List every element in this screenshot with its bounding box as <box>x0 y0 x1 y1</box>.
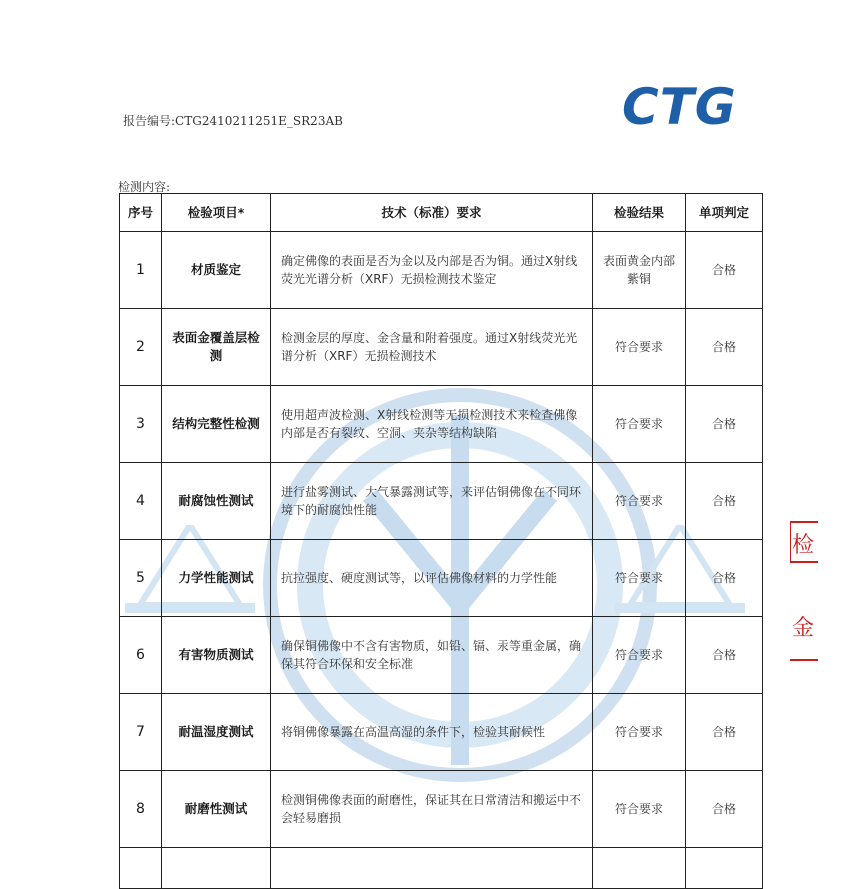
col-header-item: 检验项目* <box>162 194 271 232</box>
cell-requirement: 检测铜佛像表面的耐磨性，保证其在日常清洁和搬运中不会轻易磨损 <box>271 771 593 848</box>
col-header-result: 检验结果 <box>593 194 686 232</box>
cell-result: 符合要求 <box>593 771 686 848</box>
stamp-char-1: 检 <box>792 533 815 558</box>
cell-result: 符合要求 <box>593 309 686 386</box>
col-header-judgement: 单项判定 <box>686 194 763 232</box>
table-row <box>120 463 763 540</box>
cell-no: 5 <box>120 540 162 617</box>
cell-result: 符合要求 <box>593 386 686 463</box>
cell-no: 6 <box>120 617 162 694</box>
cell-requirement: 进行盐雾测试、大气暴露测试等，来评估铜佛像在不同环境下的耐腐蚀性能 <box>271 463 593 540</box>
cell-judgement: 合格 <box>686 386 763 463</box>
table-row <box>120 617 763 694</box>
cell-judgement: 合格 <box>686 771 763 848</box>
table-row <box>120 309 763 386</box>
cell-result: 符合要求 <box>593 540 686 617</box>
seal-stamp <box>790 520 818 670</box>
cell-item: 结构完整性检测 <box>162 386 271 463</box>
inspection-table <box>119 193 763 889</box>
col-header-no: 序号 <box>120 194 162 232</box>
cell-result: 符合要求 <box>593 463 686 540</box>
cell-item: 耐腐蚀性测试 <box>162 463 271 540</box>
cell-no: 4 <box>120 463 162 540</box>
cell-requirement: 使用超声波检测、X射线检测等无损检测技术来检查佛像内部是否有裂纹、空洞、夹杂等结构缺陷 <box>271 386 593 463</box>
cell-item: 表面金覆盖层检测 <box>162 309 271 386</box>
cell-empty <box>271 848 593 889</box>
cell-judgement: 合格 <box>686 309 763 386</box>
cell-result: 符合要求 <box>593 617 686 694</box>
table-row <box>120 540 763 617</box>
table-row <box>120 694 763 771</box>
cell-item: 耐温湿度测试 <box>162 694 271 771</box>
cell-requirement: 确定佛像的表面是否为金以及内部是否为铜。通过X射线荧光光谱分析（XRF）无损检测技术鉴定 <box>271 232 593 309</box>
cell-no: 1 <box>120 232 162 309</box>
table-header-row <box>120 194 763 232</box>
section-title: 检测内容: <box>118 180 171 194</box>
cell-requirement: 确保铜佛像中不含有害物质，如铅、镉、汞等重金属，确保其符合环保和安全标准 <box>271 617 593 694</box>
stamp-char-3: 金 <box>792 616 815 641</box>
cell-judgement: 合格 <box>686 540 763 617</box>
cell-result: 符合要求 <box>593 694 686 771</box>
table-row <box>120 771 763 848</box>
cell-judgement: 合格 <box>686 463 763 540</box>
table-row-partial <box>120 848 763 889</box>
ctg-logo: CTG <box>622 78 737 136</box>
cell-empty <box>593 848 686 889</box>
cell-requirement: 将铜佛像暴露在高温高湿的条件下，检验其耐候性 <box>271 694 593 771</box>
cell-no: 3 <box>120 386 162 463</box>
cell-item: 力学性能测试 <box>162 540 271 617</box>
col-header-requirement: 技术（标准）要求 <box>271 194 593 232</box>
table-row <box>120 232 763 309</box>
table-row <box>120 386 763 463</box>
report-number: 报告编号:CTG2410211251E_SR23AB <box>123 114 343 128</box>
cell-requirement: 抗拉强度、硬度测试等，以评估佛像材料的力学性能 <box>271 540 593 617</box>
cell-item: 有害物质测试 <box>162 617 271 694</box>
cell-no: 8 <box>120 771 162 848</box>
cell-result: 表面黄金内部紫铜 <box>593 232 686 309</box>
cell-empty <box>162 848 271 889</box>
cell-judgement: 合格 <box>686 617 763 694</box>
cell-item: 耐磨性测试 <box>162 771 271 848</box>
cell-judgement: 合格 <box>686 232 763 309</box>
cell-judgement: 合格 <box>686 694 763 771</box>
cell-requirement: 检测金层的厚度、金含量和附着强度。通过X射线荧光光谱分析（XRF）无损检测技术 <box>271 309 593 386</box>
cell-no: 2 <box>120 309 162 386</box>
cell-no: 7 <box>120 694 162 771</box>
cell-item: 材质鉴定 <box>162 232 271 309</box>
cell-empty <box>686 848 763 889</box>
cell-empty <box>120 848 162 889</box>
